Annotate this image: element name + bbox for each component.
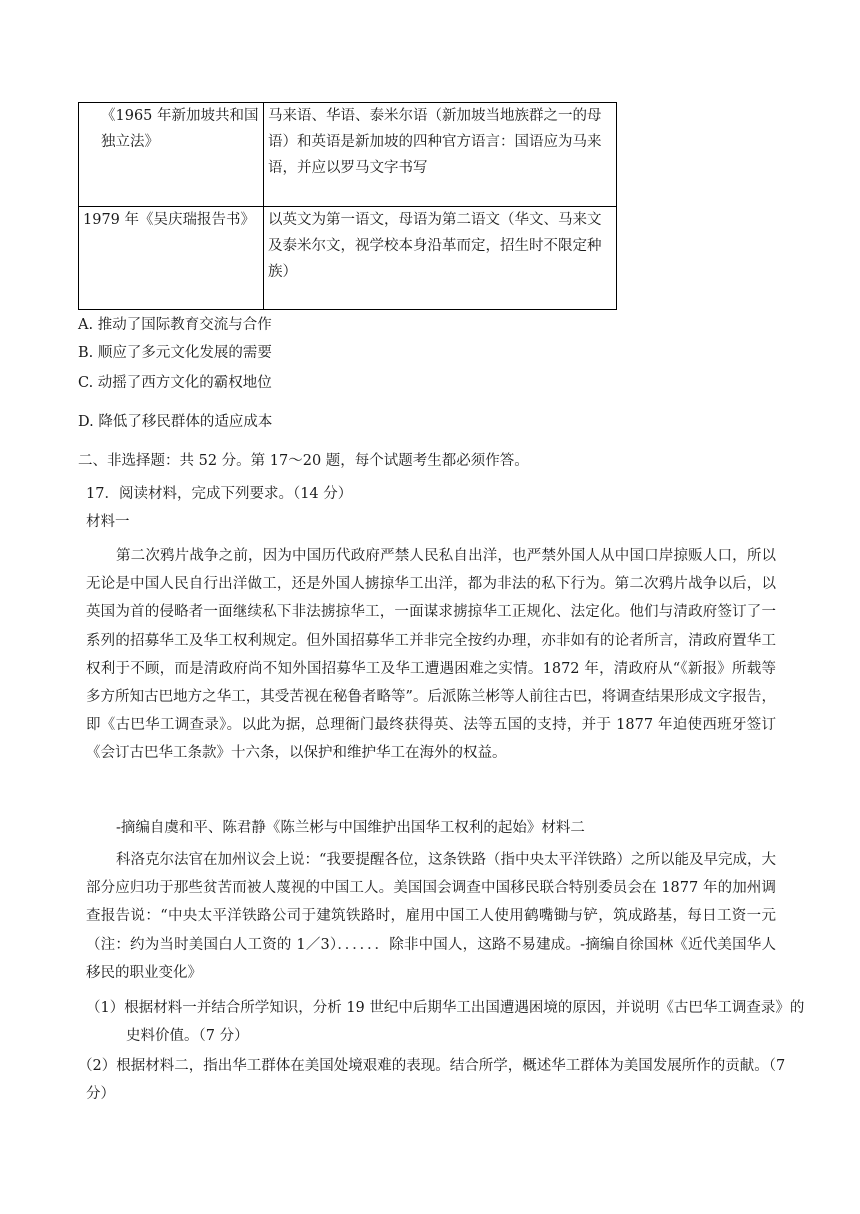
table-cell-law-content: 马来语、华语、泰米尔语（新加坡当地族群之一的母语）和英语是新加坡的四种官方语言：国语应为马来语，并应以罗马文字书写 — [264, 103, 617, 207]
source-table — [78, 102, 617, 310]
table-cell-report-content: 以英文为第一语文，母语为第二语文（华文、马来文及泰米尔文，视学校本身沿革而定，招生时不限定种族） — [264, 207, 617, 310]
material-two-text: 科洛克尔法官在加州议会上说：“我要提醒各位，这条铁路（指中央太平洋铁路）之所以能及早完成，大部分应归功于那些贫苦而被人蔑视的中国工人。美国国会调查中国移民联合特别委员会在 1877 年的加州调查报告说：“中央太平洋铁路公司于建筑铁路时，雇用中国工人使用鹤嘴锄与铲，筑成路基，每日工资一元（注：约为当时美国白人工资的 1／3）．．．．．．除非中国人，这路不易建成。-摘编自徐国林《近代美国华人移民的职业变化》 — [86, 852, 776, 981]
table-row — [79, 207, 617, 310]
option-d: D. 降低了移民群体的适应成本 — [78, 414, 273, 430]
table-row — [79, 103, 617, 207]
material-one-label: 材料一 — [86, 514, 130, 530]
material-one-text: 第二次鸦片战争之前，因为中国历代政府严禁人民私自出洋，也严禁外国人从中国口岸掠贩人口，所以无论是中国人民自行出洋做工，还是外国人掳掠华工出洋，都为非法的私下行为。第二次鸦片战争以后，以英国为首的侵略者一面继续私下非法掳掠华工，一面谋求掳掠华工正规化、法定化。他们与清政府签订了一系列的招募华工及华工权利规定。但外国招募华工并非完全按约办理，亦非如有的论者所言，清政府置华工权利于不顾，而是清政府尚不知外国招募华工及华工遭遇困难之实情。1872 年，清政府从“《新报》所载等多方所知古巴地方之华工，其受苦视在秘鲁者略等”。后派陈兰彬等人前往古巴，将调查结果形成文字报告，即《古巴华工调查录》。以此为据，总理衙门最终获得英、法等五国的支持，并于 1877 年迫使西班牙签订《会订古巴华工条款》十六条，以保护和维护华工在海外的权益。 — [86, 548, 776, 762]
table-cell-report-name: 1979 年《吴庆瑞报告书》 — [79, 207, 264, 310]
table-cell-law-name: 《1965 年新加坡共和国独立法》 — [79, 103, 264, 207]
sub-question-2: （2）根据材料二，指出华工群体在美国处境艰难的表现。结合所学，概述华工群体为美国发展所作的贡献。（7 分） — [78, 1058, 786, 1102]
option-c: C. 动摇了西方文化的霸权地位 — [78, 375, 272, 391]
sub-question-1: （1）根据材料一并结合所学知识，分析 19 世纪中后期华工出国遭遇困境的原因，并说明《古巴华工调查录》的史料价值。（7 分） — [86, 1000, 805, 1044]
material-one-source: -摘编自虞和平、陈君静《陈兰彬与中国维护出国华工权利的起始》材料二 — [116, 820, 585, 836]
option-a: A. 推动了国际教育交流与合作 — [78, 317, 272, 333]
section-heading: 二、非选择题：共 52 分。第 17～20 题，每个试题考生都必须作答。 — [78, 453, 529, 469]
question-17-title: 17．阅读材料，完成下列要求。（14 分） — [86, 486, 353, 502]
option-b: B. 顺应了多元文化发展的需要 — [78, 345, 272, 361]
